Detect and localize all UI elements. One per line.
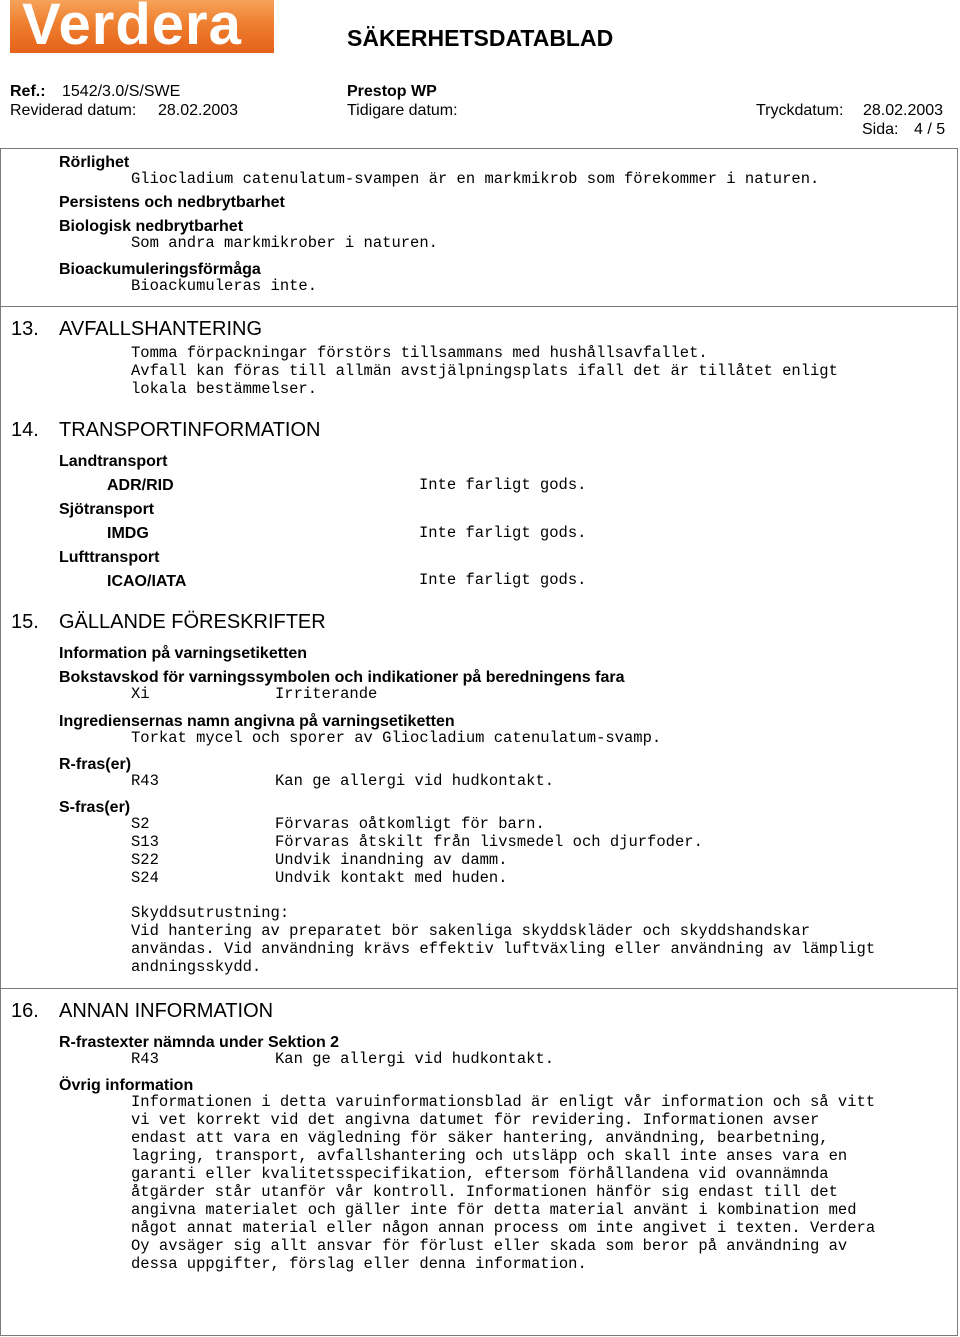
other-information-line: vi vet korrekt vid det angivna datumet för revidering. Informationen avser <box>131 1111 820 1129</box>
imdg-label: IMDG <box>107 525 149 542</box>
other-information-line: åtgärder står utanför vår kontroll. Informationen hänför sig endast till det <box>131 1183 838 1201</box>
product-name: Prestop WP <box>347 83 437 100</box>
s-phrase-code: S24 <box>131 869 159 887</box>
r-phrase-text: Kan ge allergi vid hudkontakt. <box>275 1050 555 1068</box>
s-phrase-code: S22 <box>131 851 159 869</box>
page-label: Sida: <box>862 121 899 138</box>
sea-transport-value: Inte farligt gods. <box>419 524 587 542</box>
s-phrase-text: Förvaras oåtkomligt för barn. <box>275 815 545 833</box>
hazard-letter-code: Xi <box>131 685 150 703</box>
bioaccumulation-text: Bioackumuleras inte. <box>131 277 318 295</box>
s-phrase-code: S2 <box>131 815 150 833</box>
persistence-label: Persistens och nedbrytbarhet <box>59 194 285 211</box>
air-transport-value: Inte farligt gods. <box>419 571 587 589</box>
protection-line: Vid hantering av preparatet bör sakenliga skyddskläder och skyddshandskar <box>131 922 811 940</box>
s-phrases-label: S-fras(er) <box>59 799 131 816</box>
ingredients-label: Ingrediensernas namn angivna på varningsetiketten <box>59 713 455 730</box>
icao-iata-label: ICAO/IATA <box>107 573 187 590</box>
revised-label: Reviderad datum: <box>10 102 137 119</box>
mobility-label: Rörlighet <box>59 154 130 171</box>
mobility-text: Gliocladium catenulatum-svampen är en markmikrob som förekommer i naturen. <box>131 170 820 188</box>
other-information-line: endast att vara en vägledning för säker hantering, användning, bearbetning, <box>131 1129 829 1147</box>
s-phrase-code: S13 <box>131 833 159 851</box>
biodegradability-text: Som andra markmikrober i naturen. <box>131 234 438 252</box>
s-phrase-text: Förvaras åtskilt från livsmedel och djurfoder. <box>275 833 703 851</box>
r-phrase-code: R43 <box>131 772 159 790</box>
section-14-title: TRANSPORTINFORMATION <box>59 419 321 441</box>
other-information-line: angivna materialet och gäller inte för detta material använt i kombination med <box>131 1201 857 1219</box>
s-phrase-text: Undvik inandning av damm. <box>275 851 508 869</box>
print-date-value: 28.02.2003 <box>863 102 944 119</box>
disposal-line: Tomma förpackningar förstörs tillsammans med hushållsavfallet. <box>131 344 708 362</box>
adr-rid-label: ADR/RID <box>107 477 174 494</box>
land-transport-value: Inte farligt gods. <box>419 476 587 494</box>
hazard-letter-label: Bokstavskod för varningssymbolen och indikationer på beredningens fara <box>59 669 625 686</box>
other-information-line: Oy avsäger sig allt ansvar för förlust eller skada som beror på användning av <box>131 1237 848 1255</box>
protection-line: Skyddsutrustning: <box>131 904 290 922</box>
ref-label: Ref.: <box>10 83 46 100</box>
hazard-letter-text: Irriterande <box>275 685 378 703</box>
other-information-line: lagring, transport, avfallshantering och utsläpp och skall inte anses vara en <box>131 1147 848 1165</box>
r-phrase-text: Kan ge allergi vid hudkontakt. <box>275 772 555 790</box>
other-information-line: dessa uppgifter, förslag eller denna information. <box>131 1255 587 1273</box>
ref-value: 1542/3.0/S/SWE <box>62 83 181 100</box>
biodegradability-label: Biologisk nedbrytbarhet <box>59 218 244 235</box>
r-phrase-code: R43 <box>131 1050 159 1068</box>
section-divider <box>1 306 957 307</box>
section-14-number: 14. <box>11 419 39 441</box>
section-16-title: ANNAN INFORMATION <box>59 1000 274 1022</box>
other-information-line: Informationen i detta varuinformationsblad är enligt vår information och så vitt <box>131 1093 876 1111</box>
air-transport-label: Lufttransport <box>59 549 160 566</box>
document-title: SÄKERHETSDATABLAD <box>347 25 614 51</box>
revised-value: 28.02.2003 <box>158 102 239 119</box>
r-phrases-label: R-fras(er) <box>59 756 132 773</box>
section-divider <box>1 988 957 989</box>
logo-text: Verdera <box>22 0 242 53</box>
other-information-line: garanti eller kvalitetsspecifikation, eftersom förhållandena vid ovannämnda <box>131 1165 829 1183</box>
other-information-line: något annat material eller någon annan process om inte angivet i texten. Verdera <box>131 1219 876 1237</box>
page-value: 4 / 5 <box>914 121 946 138</box>
disposal-line: Avfall kan föras till allmän avstjälpningsplats ifall det är tillåtet enligt <box>131 362 838 380</box>
verdera-logo <box>10 0 274 53</box>
sea-transport-label: Sjötransport <box>59 501 155 518</box>
protection-line: användas. Vid användning krävs effektiv luftväxling eller användning av lämpligt <box>131 940 876 958</box>
ingredients-text: Torkat mycel och sporer av Gliocladium catenulatum-svamp. <box>131 729 662 747</box>
land-transport-label: Landtransport <box>59 453 168 470</box>
section-15-number: 15. <box>11 611 39 633</box>
section-15-title: GÄLLANDE FÖRESKRIFTER <box>59 611 326 633</box>
other-information-label: Övrig information <box>59 1077 194 1094</box>
previous-date-label: Tidigare datum: <box>347 102 458 119</box>
print-date-label: Tryckdatum: <box>756 102 844 119</box>
section-16-number: 16. <box>11 1000 39 1022</box>
protection-line: andningsskydd. <box>131 958 262 976</box>
label-information-heading: Information på varningsetiketten <box>59 645 308 662</box>
section-13-number: 13. <box>11 318 39 340</box>
section-13-title: AVFALLSHANTERING <box>59 318 263 340</box>
bioaccumulation-label: Bioackumuleringsförmåga <box>59 261 261 278</box>
r-texts-label: R-frastexter nämnda under Sektion 2 <box>59 1034 340 1051</box>
disposal-line: lokala bestämmelser. <box>131 380 318 398</box>
s-phrase-text: Undvik kontakt med huden. <box>275 869 508 887</box>
